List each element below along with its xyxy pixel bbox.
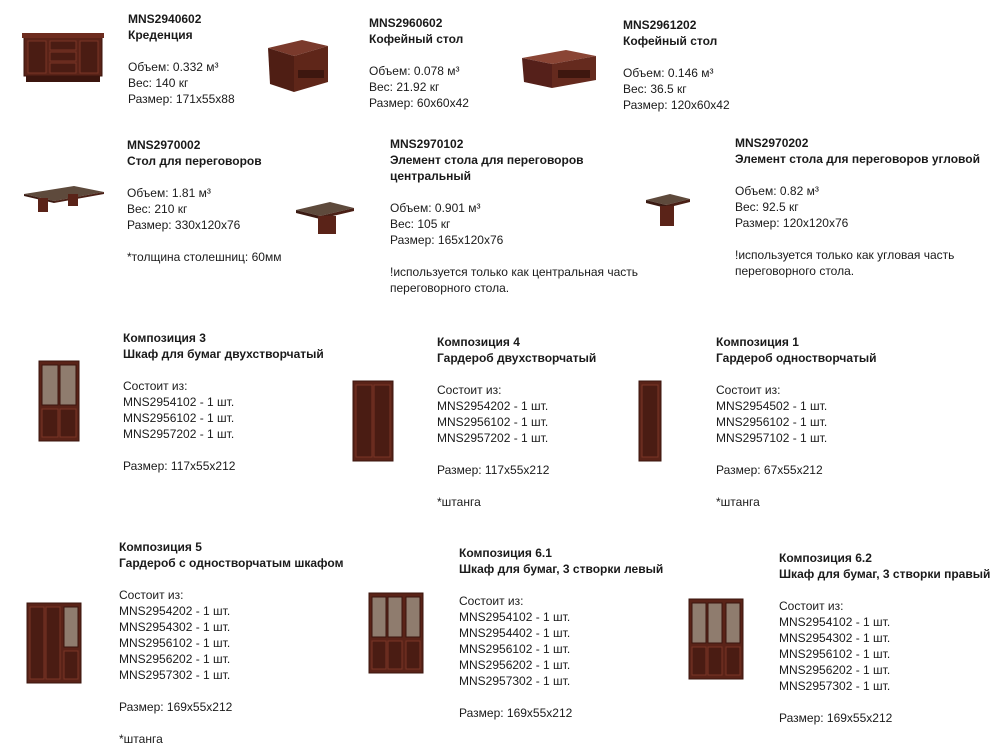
composition-block [459, 545, 663, 721]
composition-part: MNS2956102 - 1 шт. [716, 415, 828, 429]
composition-consists: Состоит из: [716, 383, 781, 397]
composition-part: MNS2957202 - 1 шт. [437, 431, 549, 445]
product-block [735, 135, 980, 279]
composition-part: MNS2957302 - 1 шт. [459, 674, 571, 688]
product-volume: Объем: 1.81 м³ [127, 186, 211, 200]
product-weight: Вес: 210 кг [127, 202, 188, 216]
composition-consists: Состоит из: [119, 588, 184, 602]
product-name: Стол для переговоров [127, 154, 262, 168]
composition-part: MNS2954202 - 1 шт. [119, 604, 231, 618]
product-note-cont: переговорного стола. [735, 264, 855, 278]
product-volume: Объем: 0.332 м³ [128, 60, 219, 74]
composition-note: *штанга [716, 495, 760, 509]
composition-size: Размер: 117x55x212 [123, 459, 236, 473]
composition-size: Размер: 117x55x212 [437, 463, 550, 477]
composition-block [779, 550, 990, 726]
wardrobe-composition-1-image [638, 380, 662, 462]
composition-part: MNS2957302 - 1 шт. [119, 668, 231, 682]
conference-table-image [22, 184, 106, 216]
product-weight: Вес: 36.5 кг [623, 82, 687, 96]
product-name: Кофейный стол [623, 34, 718, 48]
composition-part: MNS2956102 - 1 шт. [437, 415, 549, 429]
composition-name: Гардероб с одностворчатым шкафом [119, 556, 344, 570]
product-code: MNS2940602 [128, 12, 202, 26]
product-name: Элемент стола для переговоров угловой [735, 152, 980, 166]
composition-name: Шкаф для бумаг, 3 створки левый [459, 562, 664, 576]
wardrobe-composition-4-image [352, 380, 394, 462]
cabinet-composition-6-2-image [688, 598, 744, 680]
composition-size: Размер: 169x55x212 [119, 700, 233, 714]
composition-title: Композиция 6.2 [779, 551, 872, 565]
product-volume: Объем: 0.078 м³ [369, 64, 460, 78]
product-size: Размер: 60x60x42 [369, 96, 469, 110]
credenza-image [22, 32, 104, 86]
composition-consists: Состоит из: [459, 594, 524, 608]
composition-part: MNS2954102 - 1 шт. [779, 615, 891, 629]
composition-block [437, 334, 596, 510]
composition-part: MNS2954402 - 1 шт. [459, 626, 571, 640]
composition-size: Размер: 169x55x212 [459, 706, 573, 720]
conference-corner-element-image [644, 192, 692, 230]
composition-part: MNS2954302 - 1 шт. [119, 620, 231, 634]
composition-note: *штанга [119, 732, 163, 746]
composition-part: MNS2956202 - 1 шт. [459, 658, 571, 672]
composition-size: Размер: 67x55x212 [716, 463, 823, 477]
composition-part: MNS2957302 - 1 шт. [779, 679, 891, 693]
composition-part: MNS2956202 - 1 шт. [119, 652, 231, 666]
product-code: MNS2960602 [369, 16, 443, 30]
product-weight: Вес: 140 кг [128, 76, 189, 90]
product-name: Креденция [128, 28, 193, 42]
product-name: Кофейный стол [369, 32, 464, 46]
product-block [127, 137, 281, 265]
composition-block [119, 539, 343, 747]
cabinet-composition-6-1-image [368, 592, 424, 674]
coffee-table-long-image [520, 46, 598, 92]
composition-title: Композиция 6.1 [459, 546, 552, 560]
composition-consists: Состоит из: [123, 379, 188, 393]
product-code: MNS2970202 [735, 136, 809, 150]
product-size: Размер: 171x55x88 [128, 92, 235, 106]
product-code: MNS2970002 [127, 138, 201, 152]
composition-name: Шкаф для бумаг двухстворчатый [123, 347, 324, 361]
product-note: !используется только как угловая часть [735, 248, 955, 262]
composition-title: Композиция 4 [437, 335, 520, 349]
product-size: Размер: 120x60x42 [623, 98, 730, 112]
conference-center-element-image [294, 200, 356, 238]
composition-part: MNS2956202 - 1 шт. [779, 663, 891, 677]
product-volume: Объем: 0.901 м³ [390, 201, 481, 215]
product-name: Элемент стола для переговоров [390, 153, 584, 167]
composition-title: Композиция 3 [123, 331, 206, 345]
composition-part: MNS2954502 - 1 шт. [716, 399, 828, 413]
composition-consists: Состоит из: [437, 383, 502, 397]
product-block [128, 11, 235, 107]
product-note: !используется только как центральная часть [390, 265, 639, 279]
product-block [390, 136, 638, 296]
composition-part: MNS2954102 - 1 шт. [123, 395, 235, 409]
composition-part: MNS2956102 - 1 шт. [459, 642, 571, 656]
product-weight: Вес: 21.92 кг [369, 80, 440, 94]
composition-part: MNS2954202 - 1 шт. [437, 399, 549, 413]
product-volume: Объем: 0.82 м³ [735, 184, 819, 198]
composition-name: Гардероб одностворчатый [716, 351, 877, 365]
product-size: Размер: 330x120x76 [127, 218, 241, 232]
composition-consists: Состоит из: [779, 599, 844, 613]
product-weight: Вес: 92.5 кг [735, 200, 799, 214]
composition-title: Композиция 5 [119, 540, 202, 554]
composition-part: MNS2956102 - 1 шт. [779, 647, 891, 661]
product-note: *толщина столешниц: 60мм [127, 250, 282, 264]
composition-part: MNS2957102 - 1 шт. [716, 431, 828, 445]
product-note-cont: переговорного стола. [390, 281, 510, 295]
cabinet-composition-3-image [38, 360, 80, 442]
composition-part: MNS2956102 - 1 шт. [123, 411, 235, 425]
product-block [369, 15, 469, 111]
coffee-table-small-image [266, 36, 330, 94]
product-volume: Объем: 0.146 м³ [623, 66, 714, 80]
composition-part: MNS2956102 - 1 шт. [119, 636, 231, 650]
composition-part: MNS2954302 - 1 шт. [779, 631, 891, 645]
product-size: Размер: 165x120x76 [390, 233, 504, 247]
composition-name: Шкаф для бумаг, 3 створки правый [779, 567, 991, 581]
product-code: MNS2970102 [390, 137, 464, 151]
product-block [623, 17, 730, 113]
composition-note: *штанга [437, 495, 481, 509]
composition-title: Композиция 1 [716, 335, 799, 349]
composition-name: Гардероб двухстворчатый [437, 351, 597, 365]
composition-size: Размер: 169x55x212 [779, 711, 893, 725]
product-size: Размер: 120x120x76 [735, 216, 849, 230]
composition-part: MNS2954102 - 1 шт. [459, 610, 571, 624]
product-code: MNS2961202 [623, 18, 697, 32]
wardrobe-composition-5-image [26, 602, 82, 684]
composition-part: MNS2957202 - 1 шт. [123, 427, 235, 441]
composition-block [716, 334, 877, 510]
product-name-cont: центральный [390, 169, 472, 183]
product-weight: Вес: 105 кг [390, 217, 451, 231]
composition-block [123, 330, 324, 474]
